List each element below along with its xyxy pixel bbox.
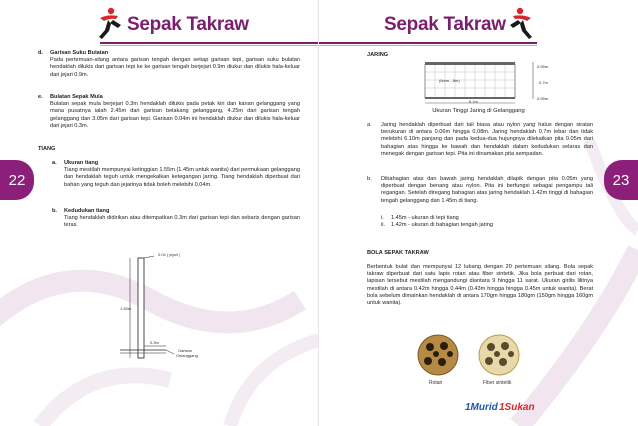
- page-title: Sepak Takraw: [127, 14, 249, 35]
- item-e: [38, 94, 300, 130]
- header-rule: [100, 42, 319, 44]
- court-line-label-1: Garisan: [178, 348, 193, 353]
- pole-top-leader: [144, 256, 154, 258]
- header-rule-thin-right: [319, 45, 537, 46]
- pole-top-label: 0.04 ( jejari ): [158, 252, 181, 257]
- sub-ii-marker: ii.: [381, 222, 386, 228]
- jaring-item-b: [367, 176, 593, 205]
- sub-ii-text: 1.42m - ukuran di bahagian tengah jaring: [391, 222, 494, 228]
- net-top-tape: [425, 62, 515, 65]
- page-title-right: Sepak Takraw: [384, 14, 506, 35]
- tiang-a-heading: Ukuran tiang: [64, 160, 99, 166]
- item-d: [38, 50, 300, 79]
- rotan-ball-image: [414, 332, 462, 378]
- jaring-a-marker: a.: [367, 122, 372, 128]
- tiang-heading: TIANG: [38, 146, 56, 152]
- net-caption: Ukuran Tinggi Jaring di Gelanggang: [432, 108, 525, 114]
- jaring-heading: JARING: [367, 52, 389, 58]
- tiang-a-body: Tiang mestilah mempunyai ketinggian 1.55m (1.45m untuk wanita) dari permukaan gelanggang dan hendaklah teguh untuk mengekalkan ketegangan jaring. Tiang hendaklah diperbuat dari bahan yang teguh dan jejarinya tidak boleh melebihi 0.04m.: [64, 167, 300, 188]
- fiber-label: Fiber sintetik: [483, 380, 512, 386]
- jaring-b-body: Dibahagian atas dan bawah jaring hendaklah dilapik dengan pita 0.05m yang diperbuat dengan benang atau nylon. Pita ini berfungsi sebagai pengampu tali regangan. Setelah diregang bahagian atas jaring hendaklah 1.42m tinggi di bahagian tengah gelanggang dan 1.45m di tiang.: [381, 176, 593, 204]
- tiang-b-heading: Kedudukan tiang: [64, 208, 110, 214]
- item-e-body: Bulatan sepak mula berjejari 0.3m hendaklah dilukis pada petak kiri dan kanan gelanggang yang mana pusatnya ialah 2.45m dari garisan belakang gelanggang, 4.25m dari garisan tengah gelanggang dan 3.05m dari garisan tepi. Garisan 0.04m ini hendaklah diukur dan dilukis hala-keluar dari jejari 0.3m.: [50, 101, 300, 129]
- net-dim-mid: 0.7m: [539, 80, 548, 85]
- pole: [138, 258, 144, 358]
- page-header-right: [319, 6, 638, 40]
- jaring-a-body: Jaring hendaklah diperbuat dari tali biasa atau nylon yang halus dengan siratan berukuran di antara 0.06m hingga 0.08m. Jaring hendaklah 0.7m lebar dan tidak melebihi 6.10m panjang dan pada kedua-dua hujungnya dilekatkan pita 0.05m dari bahagian atas hingga ke bawah dan hendaklah dalam kedudukan selaras dan menegak dengan garisan tepi. Pita ini dinamakan pita sempadan.: [381, 122, 593, 157]
- sub-i-marker: i.: [381, 215, 384, 221]
- bola-body: Berbentuk bulat dan mempunyai 12 lubang dengan 20 pertemuan silang. Bola sepak takraw diperbuat dari satu lapis rotan atau fiber sintetik. Jika bola perbuat dari rotan, lapisan tersebut mestilah mengandungi diantara 9 hingga 11 sarat. Ukuran girilis lilitnya mestilah di antara 0.42m hingga 0.44m (0.43m hingga hingga 0.45m untuk wanita). Berat bola sebelum dimainkan hendaklah di antara 170gm hingga 180gm (150gm hingga 160gm untuk wanita).: [367, 264, 593, 307]
- bola-heading: BOLA SEPAK TAKRAW: [367, 250, 429, 256]
- fiber-ball-image: [475, 332, 523, 378]
- tiang-a-marker: a.: [52, 160, 57, 166]
- header-rule-right: [319, 42, 537, 44]
- rotan-label: Rotan: [429, 380, 443, 386]
- item-d-marker: d.: [38, 50, 43, 56]
- item-e-marker: e.: [38, 94, 43, 100]
- footer-logo-part1: 1Murid: [465, 402, 498, 413]
- item-d-body: Pada pertemuan-silang antara garisan tengah dengan setiap garisan tepi, garisan suku bulatan hendaklah dilukis dari garisan tepi ke ke garisan tengah berjejari 0.9m diukur dan dilukis hala-keluar dari jejari 0.9m.: [50, 57, 300, 78]
- page-number-tab: 22: [0, 160, 34, 200]
- jaring-sub-ii: [381, 222, 591, 229]
- right-page: [319, 0, 638, 426]
- page-number-tab-right: 23: [604, 160, 638, 200]
- jaring-b-marker: b.: [367, 176, 372, 182]
- tiang-item-b: [52, 208, 300, 230]
- net-dim-top: 0.05m: [537, 64, 549, 69]
- tiang-b-body: Tiang hendaklah didirikan atau ditempatkan 0.3m dari garisan tepi dan sebaris dengan garisan teras.: [64, 215, 300, 229]
- page-header-left: [0, 6, 319, 40]
- header-rule-thin: [100, 45, 319, 46]
- tiang-b-marker: b.: [52, 208, 57, 214]
- court-line-label-2: Gelanggang: [176, 353, 198, 358]
- tiang-item-a: [52, 160, 300, 189]
- footer-logo-part2: 1Sukan: [499, 402, 535, 413]
- net-mesh-label: (6mm - 8m): [439, 78, 460, 83]
- pole-height-label: 1.55m: [120, 306, 132, 311]
- pole-offset-label: 0.3m: [150, 340, 159, 345]
- jaring-item-a: [367, 122, 593, 158]
- item-d-heading: Garisan Suku Bulatan: [50, 50, 109, 56]
- athlete-kick-icon: [96, 6, 122, 40]
- sub-i-text: 1.45m - ukuran di tepi tiang: [391, 215, 459, 221]
- net-width-label: 6.1m: [469, 99, 478, 104]
- item-e-heading: Bulatan Sepak Mula: [50, 94, 103, 100]
- net-dim-bottom: 0.05m: [537, 96, 549, 101]
- court-label-leader: [166, 350, 174, 354]
- athlete-kick-icon: [509, 6, 535, 40]
